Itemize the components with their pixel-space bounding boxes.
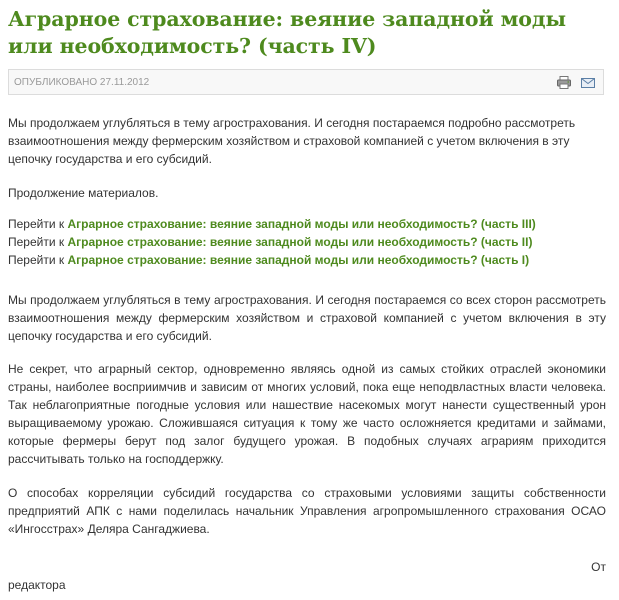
related-link-part3[interactable]: Аграрное страхование: веяние западной моды или необходимость? (часть III) [67, 217, 536, 231]
article-title: Аграрное страхование: веяние западной моды или необходимость? (часть IV) [8, 7, 566, 58]
body-paragraph-1: Мы продолжаем углубляться в тему агрострахования. И сегодня постараемся со всех сторон рассмотреть взаимоотношения между фермерским хозяйством и страховой компанией с учетом включения в эту цепочку государства и его субсидий. [8, 293, 606, 343]
editor-label: редактора [8, 578, 66, 592]
from-label: От [591, 560, 606, 574]
related-link-row [8, 215, 536, 233]
published-label: ОПУБЛИКОВАНО [14, 77, 98, 88]
body-paragraph-3: О способах корреляции субсидий государства со страховыми условиями защиты собственности предприятий АПК с нами поделилась начальник Управления агропромышленного страхования ОСАО «Ингосстрах» Деляра Сангаджиева. [8, 486, 606, 536]
published-date: 27.11.2012 [99, 77, 150, 88]
print-icon[interactable] [557, 76, 571, 89]
link-prefix: Перейти к [8, 253, 65, 267]
related-links [8, 215, 536, 269]
related-link-part1[interactable]: Аграрное страхование: веяние западной моды или необходимость? (часть I) [67, 253, 530, 267]
continuation-text: Продолжение материалов. [8, 186, 159, 200]
email-icon[interactable] [581, 76, 595, 89]
related-link-row [8, 233, 536, 251]
link-prefix: Перейти к [8, 235, 65, 249]
article-meta-bar [8, 69, 604, 95]
intro-paragraph: Мы продолжаем углубляться в тему агрострахования. И сегодня постараемся подробно рассмотреть взаимоотношения между фермерским хозяйством и страховой компанией с учетом включения в эту цепочку государства и его субсидий. [8, 116, 576, 166]
body-paragraph-2: Не секрет, что аграрный сектор, одновременно являясь одной из самых стойких отраслей экономики страны, наиболее восприимчив и зависим от многих условий, пока еще неподвластных власти человека. Так неблагоприятные погодные условия или нашествие насекомых могут нанести существенный урон выращиваемому урожаю. Сложившаяся ситуация к тому же часто осложняется кредитами и займами, которые фермеры берут под залог будущего урожая. В подобных случаях аграриям приходится рассчитывать только на господдержку. [8, 362, 606, 466]
related-link-part2[interactable]: Аграрное страхование: веяние западной моды или необходимость? (часть II) [67, 235, 533, 249]
link-prefix: Перейти к [8, 217, 65, 231]
article [8, 0, 608, 592]
published-info [14, 77, 149, 88]
related-link-row [8, 251, 536, 269]
